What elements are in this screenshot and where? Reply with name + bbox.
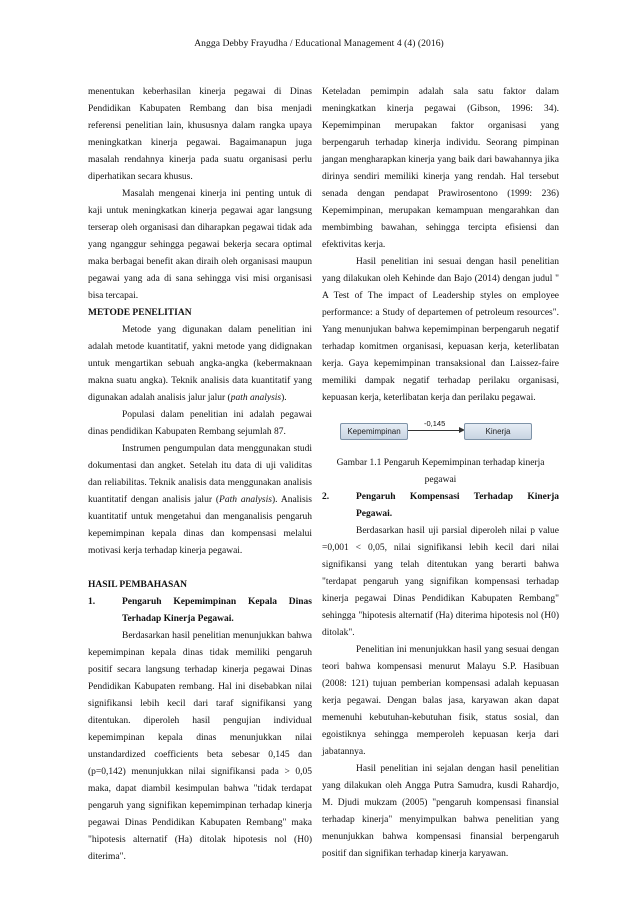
item-number: 2. <box>322 492 330 502</box>
section-heading-metode: METODE PENELITIAN <box>88 308 192 318</box>
figure-caption: Gambar 1.1 Pengaruh Kepemimpinan terhadap kinerja pegawai <box>336 458 545 485</box>
paragraph: Penelitian ini menunjukkan hasil yang sesuai dengan teori bahwa kompensasi menurut Malayu S.P. Hasibuan (2008: 121) tujuan pemberian kompensasi adalah kepuasan kerja pegawai. Dengan balas jasa, karyawan akan dapat memenuhi kebutuhan-kebutuhan fisik, status sosial, dan egoistiknya sehingga memperoleh kepuasan kerja dari jabatannya. <box>322 645 559 757</box>
numbered-heading <box>88 594 312 628</box>
diagram-coefficient: -0,145 <box>424 419 446 428</box>
item-number: 1. <box>88 597 96 607</box>
path-diagram <box>322 407 559 455</box>
item-title: Pengaruh Kepemimpinan Kepala Dinas Terhadap Kinerja Pegawai. <box>122 597 312 624</box>
paragraph: Metode yang digunakan dalam penelitian ini adalah metode kuantitatif, yakni metode yang didignakan untuk mengartikan sebuah angka-angka (kebermaknaan makna suatu angka). Teknik analisis data kuantitatif yang digunakan adalah analisis jalur jalur (path analysis). <box>88 325 312 403</box>
left-column <box>88 84 312 866</box>
numbered-heading <box>322 489 559 523</box>
paragraph: Berdasarkan hasil uji parsial diperoleh nilai p value =0,001 < 0,05, nilai signifikansi lebih kecil dari nilai signifikansi yang telah ditentukan yang berarti bahwa "terdapat pengaruh yang signifikan kompensasi terhadap kinerja pegawai Dinas Pendidikan Kabupaten Rembang" sehingga "hipotesis alternatif (Ha) diterima hipotesis nol (H0) ditolak". <box>322 526 559 638</box>
paragraph: Keteladan pemimpin adalah sala satu faktor dalam meningkatkan kinerja pegawai (Gibson, 1996: 34). Kepemimpinan merupakan faktor organisasi yang berpengaruh terhadap kinerja individu. Seorang pimpinan jangan mengharapkan kinerja yang baik dari bawahannya jika dirinya sendiri memiliki kinerja yang rendah. Hal tersebut senada dengan pendapat Prawirosentono (1999: 236) Kepemimpinan, merupakan kemampuan mengarahkan dan membimbing bawahan, sehingga tercipta efisiensi dan efektivitas kerja. <box>322 87 559 250</box>
right-column <box>322 84 559 863</box>
paragraph: menentukan keberhasilan kinerja pegawai di Dinas Pendidikan Kabupaten Rembang dan bisa menjadi referensi penelitian lain, khususnya dalam rangka upaya meningkatkan kinerja pegawai. Bagaimanapun juga masalah rendahnya kinerja pada suatu organisasi perlu diperhatikan secara khusus. <box>88 87 312 182</box>
paragraph: Hasil penelitian ini sejalan dengan hasil penelitian yang dilakukan oleh Angga Putra Samudra, kusdi Rahardjo, M. Djudi mukzam (2005) "pengaruh kompensasi finansial terhadap kinerja" menyimpulkan bahwa penelitian yang menunjukkan bahwa kompensasi finansial berpengaruh positif dan signifikan terhadap kinerja karyawan. <box>322 764 559 859</box>
paragraph: Populasi dalam penelitian ini adalah pegawai dinas pendidikan Kabupaten Rembang sejumlah 87. <box>88 410 312 437</box>
paragraph: Masalah mengenai kinerja ini penting untuk di kaji untuk meningkatkan kinerja pegawai agar langsung terserap oleh organisasi dan diharapkan pegawai tidak ada yang nganggur sehingga pegawai bekerja secara optimal maka berbagai benefit akan diraih oleh organisasi maupun pegawai yang ada di sana sehingga visi misi organisasi bisa tercapai. <box>88 189 312 301</box>
running-header: Angga Debby Frayudha / Educational Management 4 (4) (2016) <box>194 38 444 49</box>
diagram-box-kinerja: Kinerja <box>464 423 532 440</box>
paragraph: Berdasarkan hasil penelitian menunjukkan bahwa kepemimpinan kepala dinas tidak memiliki pengaruh positif secara langsung terhadap kinerja pegawai Dinas Pendidikan Kabupaten rembang. Hal ini disebabkan nilai signifikansi lebih kecil dari taraf signifikansi yang ditentukan. diperoleh hasil pengujian individual kepemimpinan kepala dinas menunjukkan nilai unstandardized coefficients beta sebesar 0,145 dan (p=0,142) menunjukkan nilai signifikansi pada > 0,05 maka, dapat diambil kesimpulan bahwa "tidak terdapat pengaruh yang signifikan kepemimpinan terhadap kinerja pegawai Dinas Pendidikan Kabupaten Rembang" maka "hipotesis alternatif (Ha) ditolak hipotesis nol (H0) diterima". <box>88 631 312 862</box>
item-title: Pengaruh Kompensasi Terhadap Kinerja Pegawai. <box>356 492 559 519</box>
section-heading-hasil: HASIL PEMBAHASAN <box>88 580 187 590</box>
paragraph: Hasil penelitian ini sesuai dengan hasil penelitian yang dilakukan oleh Kehinde dan Bajo (2014) dengan judul " A Test of The impact of Leadership styles on employee performance: a Study of departemen of petroleum resources". Yang menunjukan bahwa kepemimpinan berpengaruh negatif terhadap komitmen organisasi, kepuasan kerja, keterlibatan kerja. Gaya kepemimpinan transaksional dan Laissez-faire memiliki dampak negatif terhadap perilaku organisasi, kepuasan kerja, keterlibatan kerja dan perilaku pegawai. <box>322 257 559 403</box>
paragraph: Instrumen pengumpulan data menggunakan studi dokumentasi dan angket. Setelah itu data di uji validitas dan reliabilitas. Teknik analisis data menggunakan analisis kuantitatif dengan analisis jalur (Path analysis). Analisis kuantitatif untuk mengetahui dan menganalisis pengaruh kepemimpinan kepala dinas dan kompensasi melalui motivasi kerja terhadap kinerja pegawai. <box>88 444 312 556</box>
diagram-box-kepemimpinan: Kepemimpinan <box>340 423 408 440</box>
